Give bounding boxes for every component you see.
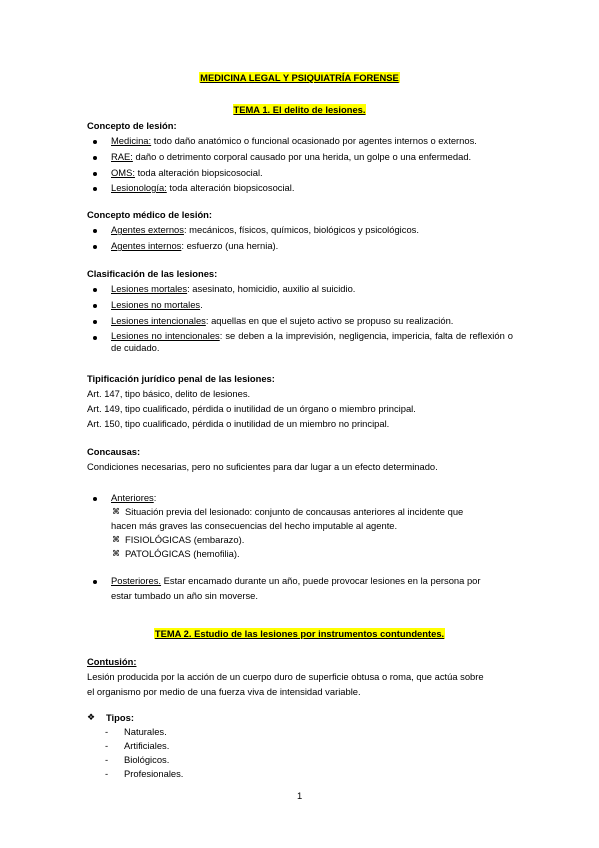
dash-bullet: -: [105, 754, 109, 765]
tema-1-heading: TEMA 1. El delito de lesiones.: [233, 104, 366, 115]
list-item: RAE: daño o detrimento corporal causado por una herida, un golpe o una enfermedad.: [111, 151, 472, 162]
concepto-lesion-heading: Concepto de lesión:: [87, 120, 177, 131]
bullet: [93, 172, 97, 176]
bullet: [93, 580, 97, 584]
list-item: Lesiones mortales: asesinato, homicidio, auxilio al suicidio.: [111, 283, 356, 294]
list-item: Agentes externos: mecánicos, físicos, químicos, biológicos y psicológicos.: [111, 224, 419, 235]
posteriores-line: Posteriores. Estar encamado durante un año, puede provocar lesiones en la persona por: [111, 575, 481, 586]
bullet: [93, 304, 97, 308]
list-item: Medicina: todo daño anatómico o funcional ocasionado por agentes internos o externos.: [111, 135, 477, 146]
contusion-heading: Contusión:: [87, 656, 137, 667]
document-title: MEDICINA LEGAL Y PSIQUIATRÍA FORENSE: [200, 72, 399, 83]
dash-bullet: -: [105, 768, 109, 779]
bullet: [93, 288, 97, 292]
anteriores-label: Anteriores:: [111, 492, 157, 503]
article-line: Art. 150, tipo cualificado, pérdida o inutilidad de un miembro no principal.: [87, 418, 390, 429]
bullet: [93, 336, 97, 340]
bullet: [93, 187, 97, 191]
tipo-item: Artificiales.: [124, 740, 170, 751]
tipo-item: Profesionales.: [124, 768, 184, 779]
list-item: Agentes internos: esfuerzo (una hernia).: [111, 240, 279, 251]
contusion-line: Lesión producida por la acción de un cuerpo duro de superficie obtusa o roma, que actúa sobre: [87, 671, 484, 682]
diamond-bullet-icon: ❖: [87, 712, 96, 722]
tipificacion-heading: Tipificación jurídico penal de las lesiones:: [87, 373, 275, 384]
article-line: Art. 149, tipo cualificado, pérdida o inutilidad de un órgano o miembro principal.: [87, 403, 416, 414]
bullet: [93, 156, 97, 160]
article-line: Art. 147, tipo básico, delito de lesiones.: [87, 388, 251, 399]
dash-bullet: -: [105, 740, 109, 751]
bullet: [93, 245, 97, 249]
posteriores-line-cont: estar tumbado un año sin moverse.: [111, 590, 258, 601]
bullet: [93, 320, 97, 324]
list-item: Lesionología: toda alteración biopsicosocial.: [111, 182, 295, 193]
tipos-label: Tipos:: [106, 712, 134, 723]
list-item: Lesiones no intencionales: se deben a la imprevisión, negligencia, impericia, falta de reflexión o de cuidado.: [111, 330, 514, 353]
sub-item-cont: hacen más graves las consecuencias del hecho imputable al agente.: [111, 520, 398, 531]
bullet: [93, 497, 97, 501]
dash-bullet: -: [105, 726, 109, 737]
concausas-heading: Concausas:: [87, 446, 141, 457]
sub-item: FISIOLÓGICAS (embarazo).: [125, 534, 245, 545]
tipo-item: Biológicos.: [124, 754, 170, 765]
contusion-line: el organismo por medio de una fuerza viva de intensidad variable.: [87, 686, 361, 697]
bullet: [93, 140, 97, 144]
list-item: Lesiones no mortales.: [111, 299, 203, 310]
list-item: Lesiones intencionales: aquellas en que el sujeto activo se propuso su realización.: [111, 315, 454, 326]
sub-item: PATOLÓGICAS (hemofilia).: [125, 548, 240, 559]
clasificacion-heading: Clasificación de las lesiones:: [87, 268, 218, 279]
concausas-intro: Condiciones necesarias, pero no suficientes para dar lugar a un efecto determinado.: [87, 461, 438, 472]
list-item: OMS: toda alteración biopsicosocial.: [111, 167, 263, 178]
tema-2-heading: TEMA 2. Estudio de las lesiones por instrumentos contundentes.: [154, 628, 445, 639]
sub-item: Situación previa del lesionado: conjunto de concausas anteriores al incidente que: [125, 506, 464, 517]
sub-bullet-icon: ⌘: [112, 535, 120, 544]
sub-bullet-icon: ⌘: [112, 507, 120, 516]
tipo-item: Naturales.: [124, 726, 167, 737]
sub-bullet-icon: ⌘: [112, 549, 120, 558]
bullet: [93, 229, 97, 233]
concepto-medico-heading: Concepto médico de lesión:: [87, 209, 213, 220]
page-number: 1: [297, 790, 303, 801]
